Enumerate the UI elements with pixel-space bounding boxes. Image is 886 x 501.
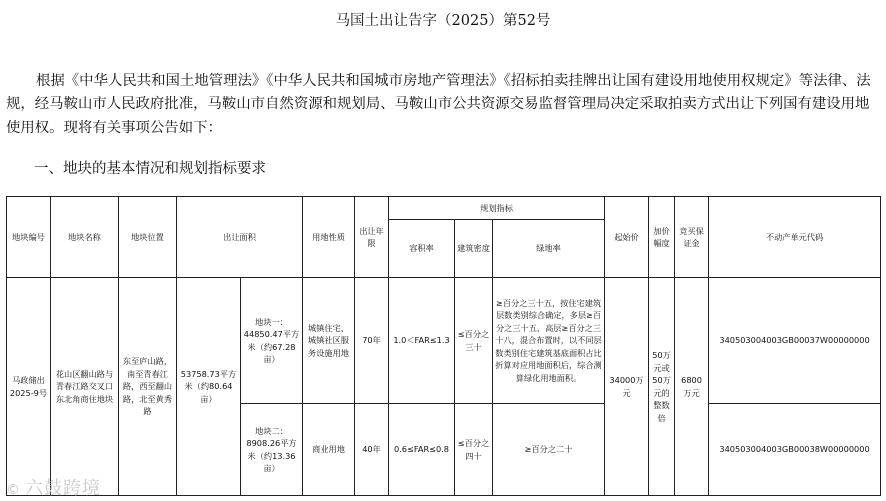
header-parcel-no: 地块编号 [7,197,51,278]
cell-unit-code-2: 340503004003GB00038W00000000 [709,404,881,496]
cell-far-1: 1.0＜FAR≤1.3 [389,278,455,404]
watermark [6,474,101,500]
header-deposit: 竞买保证金 [675,197,709,278]
cell-term-2: 40年 [355,404,389,496]
header-location: 地块位置 [119,197,177,278]
section-heading: 一、地块的基本情况和规划指标要求 [34,161,266,177]
watermark-text: 六鼓跨境 [25,478,101,499]
cell-total-area: 53758.73平方米（约80.64亩） [177,278,241,496]
header-density: 建筑密度 [455,220,493,278]
cell-far-2: 0.6≤FAR≤0.8 [389,404,455,496]
header-planning: 规划指标 [389,197,605,220]
parcel-table [6,196,881,496]
cell-unit-code-1: 340503004003GB00037W00000000 [709,278,881,404]
watermark-logo-icon: © [6,482,21,498]
header-unit-code: 不动产单元代码 [709,197,881,278]
header-parcel-name: 地块名称 [51,197,119,278]
intro-paragraph: 根据《中华人民共和国土地管理法》《中华人民共和国城市房地产管理法》《招标拍卖挂牌出让国有建设用地使用权规定》等法律、法规，经马鞍山市人民政府批准，马鞍山市自然资源和规划局、马鞍山市公共资源交易监督管理局决定采取拍卖方式出让下列国有建设用地使用权。现将有关事项公告如下： [6,73,871,136]
header-green: 绿地率 [493,220,605,278]
cell-density-1: ≤百分之三十 [455,278,493,404]
cell-parcel-no: 马政储出2025-9号 [7,278,51,496]
cell-green-1: ≥百分之三十五，按住宅建筑层数类别综合确定，多层≥百分之三十五，高层≥百分之三十八，混合布置时，以不同层数类别住宅建筑基底面积占比折算对应用地面积后，综合测算绿化用地面积。 [493,278,605,404]
header-area: 出让面积 [177,197,303,278]
header-increment: 加价幅度 [649,197,675,278]
cell-location: 东至庐山路，南至青春江路，西至翻山路，北至黄秀路 [119,278,177,496]
cell-land-use-2: 商业用地 [303,404,355,496]
page-title: 马国土出让告字（2025）第52号 [335,13,551,29]
cell-land-use-1: 城镇住宅、城镇社区服务设施用地 [303,278,355,404]
cell-sub-area-1: 地块一：44850.47平方米（约67.28亩） [241,278,303,404]
cell-increment: 50万元或50万元的整数倍 [649,278,675,496]
cell-start-price: 34000万元 [605,278,649,496]
cell-sub-area-2: 地块二：8908.26平方米（约13.36亩） [241,404,303,496]
cell-green-2: ≥百分之二十 [493,404,605,496]
header-term: 出让年限 [355,197,389,278]
header-land-use: 用地性质 [303,197,355,278]
header-far: 容积率 [389,220,455,278]
cell-deposit: 6800万元 [675,278,709,496]
header-start-price: 起始价 [605,197,649,278]
cell-density-2: ≤百分之四十 [455,404,493,496]
cell-term-1: 70年 [355,278,389,404]
cell-parcel-name: 花山区翻山路与青春江路交叉口东北角商住地块 [51,278,119,496]
